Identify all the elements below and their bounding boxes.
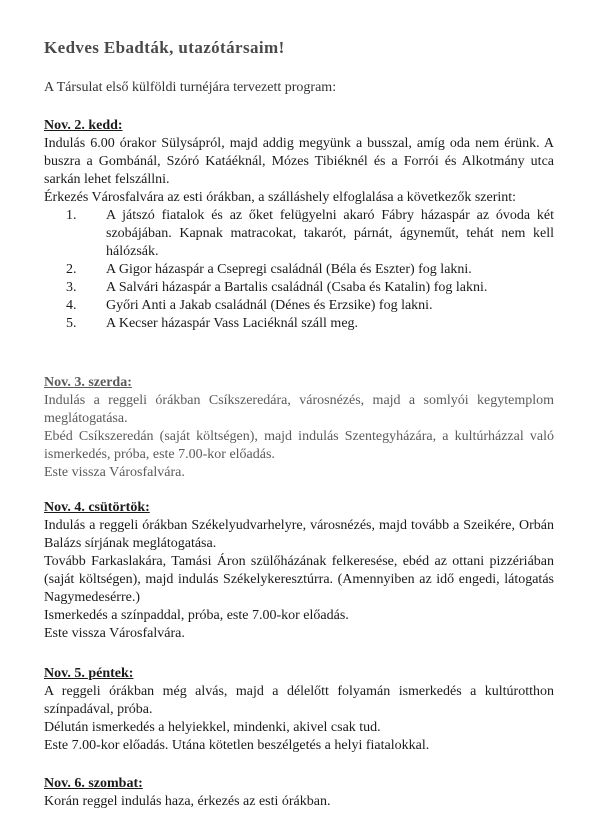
list-text: A Salvári házaspár a Bartalis családnál (Csaba és Katalin) fog lakni. [106,280,488,295]
list-number: 3. [66,280,77,295]
day-section-nov-3 [44,374,554,482]
day-heading: Nov. 6. szombat: [44,776,143,791]
day-paragraph: Korán reggel indulás haza, érkezés az esti órákban. [44,794,331,809]
day-paragraph: Ismerkedés a színpaddal, próba, este 7.00-kor előadás. [44,608,349,623]
day-section-nov-2 [44,117,554,333]
list-text: A játszó fiatalok és az őket felügyelni akaró Fábry házaspár az óvoda két szobájában. Kapnak matracokat, takarót, párnát, ágyneműt, tehát nem kell hálózsák. [106,208,554,259]
day-heading: Nov. 2. kedd: [44,118,123,133]
list-number: 5. [66,316,77,331]
day-paragraph: Érkezés Városfalvára az esti órákban, a szálláshely elfoglalása a következők szerint: [44,190,517,205]
day-paragraph: A reggeli órákban még alvás, majd a délelőtt folyamán ismerkedés a kultúrotthon színpadával, próba. [44,684,554,717]
day-paragraph: Indulás a reggeli órákban Székelyudvarhelyre, városnézés, majd tovább a Szeikére, Orbán Balázs sírjának meglátogatása. [44,518,554,551]
day-paragraph: Este vissza Városfalvára. [44,465,185,480]
list-number: 4. [66,298,77,313]
day-paragraph: Este vissza Városfalvára. [44,626,185,641]
day-paragraph: Indulás a reggeli órákban Csíkszeredára, városnézés, majd a somlyói kegytemplom meglátogatása. [44,393,554,426]
list-item [44,279,554,297]
list-text: A Gigor házaspár a Csepregi családnál (Béla és Eszter) fog lakni. [106,262,472,277]
day-paragraph: Délután ismerkedés a helyiekkel, mindenki, akivel csak tud. [44,720,381,735]
day-section-nov-5 [44,665,554,755]
list-text: Győri Anti a Jakab családnál (Dénes és Erzsike) fog lakni. [106,298,433,313]
list-item [44,261,554,279]
day-paragraph: Indulás 6.00 órakor Sülysápról, majd addig megyünk a busszal, amíg oda nem érünk. A buszra a Gombánál, Szóró Katáéknál, Mózes Tibiéknél és a Forrói és Alkotmány utca sarkán lehet felszállni. [44,136,554,187]
list-item [44,297,554,315]
day-paragraph: Este 7.00-kor előadás. Utána kötetlen beszélgetés a helyi fiatalokkal. [44,738,430,753]
day-heading: Nov. 3. szerda: [44,375,132,390]
list-item [44,315,554,333]
list-number: 2. [66,262,77,277]
day-heading: Nov. 4. csütörtök: [44,500,150,515]
intro-line: A Társulat első külföldi turnéjára tervezett program: [44,80,337,95]
list-text: A Kecser házaspár Vass Laciéknál száll meg. [106,316,359,331]
day-heading: Nov. 5. péntek: [44,666,134,681]
day-section-nov-4 [44,499,554,643]
day-paragraph: Ebéd Csíkszeredán (saját költségen), majd indulás Szentegyházára, a kultúrházzal való ismerkedés, próba, este 7.00-kor előadás. [44,429,554,462]
letter-greeting: Kedves Ebadták, utazótársaim! [44,38,285,57]
day-section-nov-6 [44,775,554,811]
list-item [44,207,554,261]
list-number: 1. [66,208,77,223]
day-paragraph: Tovább Farkaslakára, Tamási Áron szülőházának felkeresése, ebéd az ottani pizzériában (saját költségen), majd indulás Székelykeresztúrra. (Amennyiben az idő engedi, látogatás Nagymedesérre.) [44,554,554,605]
accommodation-list [44,207,554,333]
